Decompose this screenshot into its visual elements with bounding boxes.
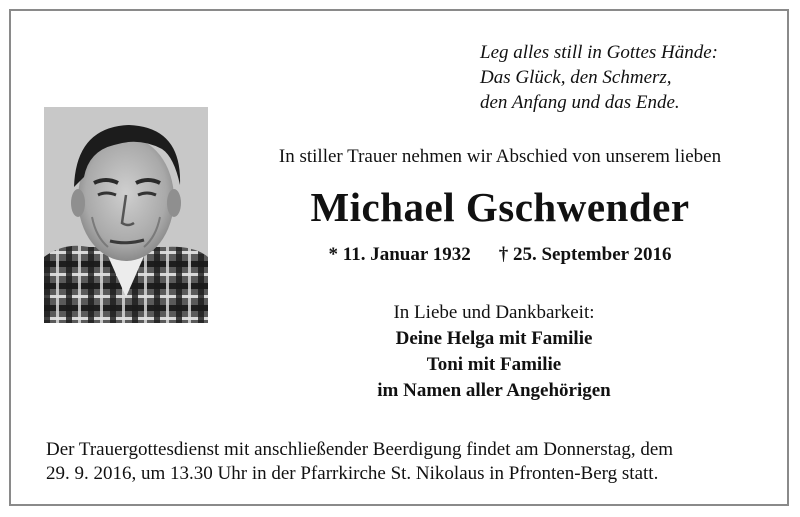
mourner-line: im Namen aller Angehörigen [377,380,611,401]
service-line: Der Trauergottesdienst mit anschließender Beerdigung findet am Donnerstag, dem [46,439,674,460]
thanks-heading: In Liebe und Dankbarkeit: [393,302,595,323]
mourners-block [240,300,748,404]
mourner-line: Toni mit Familie [426,354,562,375]
service-line: 29. 9. 2016, um 13.30 Uhr in der Pfarrkirche St. Nikolaus in Pfronten-Berg statt. [46,463,659,484]
verse-line: den Anfang und das Ende. [480,92,680,113]
birth-date: * 11. Januar 1932 [328,244,471,265]
mourner-line: Deine Helga mit Familie [395,328,593,349]
verse-line: Das Glück, den Schmerz, [480,67,672,88]
service-announcement [46,438,766,486]
verse [480,40,718,115]
deceased-name: Michael Gschwender [310,184,690,230]
portrait-photo [44,107,208,323]
life-dates [240,244,760,266]
death-date: † 25. September 2016 [498,244,672,265]
intro-text: In stiller Trauer nehmen wir Abschied von unserem lieben [278,146,722,167]
verse-line: Leg alles still in Gottes Hände: [480,42,719,63]
portrait-image [44,107,208,323]
